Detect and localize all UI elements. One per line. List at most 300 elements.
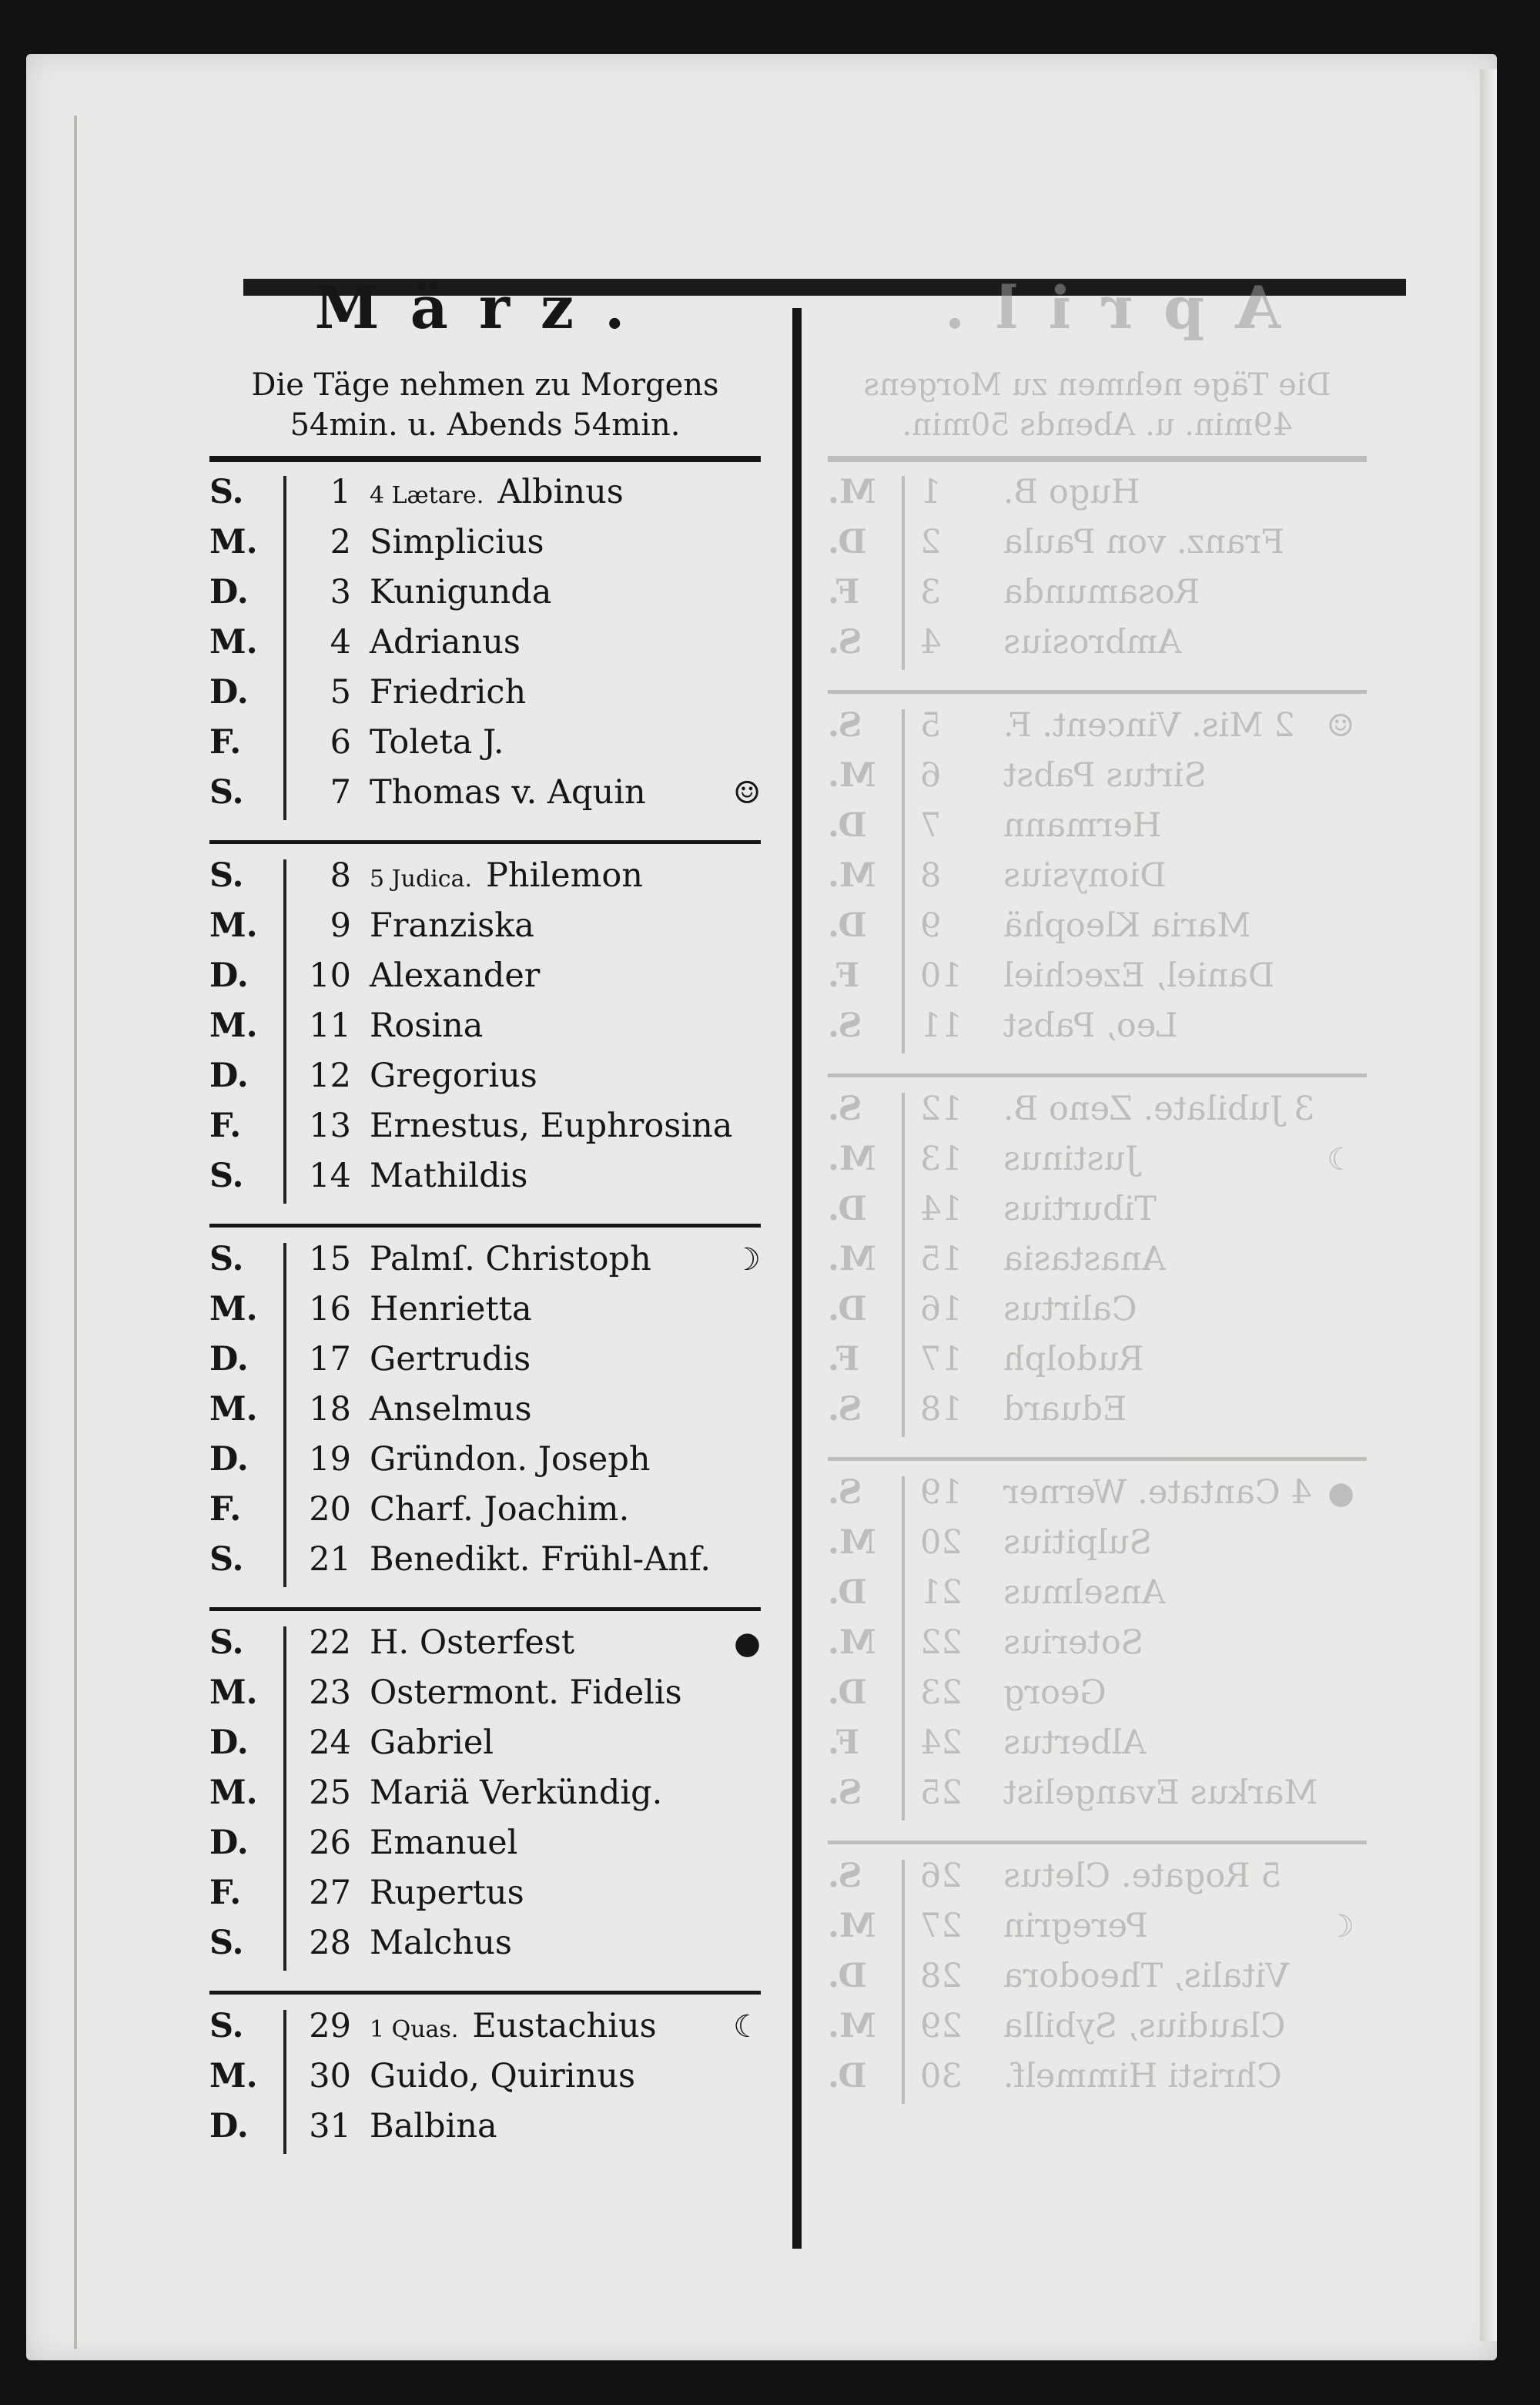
moon-phase-icon: ☺: [1327, 708, 1354, 744]
saint-name: [370, 1673, 761, 1712]
day-row: [828, 1723, 1367, 1774]
day-row: [209, 723, 761, 773]
column-rule: [902, 1093, 905, 1437]
day-number: 30: [309, 2057, 351, 2095]
saint-name: [988, 1623, 1367, 1662]
section-rule: [828, 456, 1367, 462]
day-row: [828, 1090, 1367, 1140]
saint-name: [370, 1874, 761, 1912]
week-separator: [828, 1074, 1367, 1077]
name-text: Rosina: [370, 1007, 484, 1045]
day-row: [209, 1924, 761, 1974]
weekday-abbrev: M.: [828, 1523, 876, 1562]
day-number: 6: [330, 723, 351, 762]
weekday-abbrev: M.: [209, 1007, 258, 1045]
section-rule: [209, 456, 761, 462]
saint-name: [988, 1523, 1367, 1562]
saint-name: [370, 1723, 761, 1762]
name-text: Dionysius: [1003, 856, 1167, 895]
day-number: 20: [920, 1523, 962, 1562]
day-number: 8: [920, 856, 942, 895]
day-row: [209, 1440, 761, 1490]
day-number: 5: [920, 706, 942, 745]
week-block: [209, 1623, 761, 1974]
weekday-abbrev: S.: [828, 1007, 862, 1045]
week-list: [209, 473, 761, 2157]
day-row: [828, 1007, 1367, 1057]
april-calendar-bleedthrough: [828, 270, 1367, 2107]
week-block: [828, 1090, 1367, 1440]
name-text: Anselmus: [1003, 1573, 1166, 1612]
day-row: [209, 1157, 761, 1207]
saint-name: [988, 1240, 1367, 1278]
name-text: Toleta J.: [370, 723, 504, 762]
weekday-abbrev: F.: [209, 1490, 242, 1529]
day-number: 26: [920, 1857, 962, 1895]
day-number: 8: [330, 856, 351, 895]
day-number: 19: [309, 1440, 351, 1479]
day-number: 16: [920, 1290, 962, 1328]
day-row: [209, 2057, 761, 2107]
week-block: [828, 706, 1367, 1057]
weekday-abbrev: S.: [828, 1390, 862, 1429]
name-text: Claudius, Sybilla: [1003, 2007, 1286, 2045]
saint-name: [988, 956, 1367, 995]
weekday-abbrev: D.: [828, 906, 867, 945]
day-number: 2: [330, 523, 351, 561]
day-row: [209, 1723, 761, 1774]
week-list-faded: [828, 473, 1367, 2107]
day-number: 15: [309, 1240, 351, 1278]
day-number: 18: [920, 1390, 962, 1429]
day-row: [209, 773, 761, 823]
day-row: [209, 2107, 761, 2157]
day-row: [209, 1290, 761, 1340]
saint-name: [370, 1057, 761, 1095]
sunday-label: 1 Quas.: [370, 2016, 459, 2043]
week-separator: [828, 1841, 1367, 1844]
day-row: [828, 1907, 1367, 1957]
month-title: März.: [314, 273, 656, 342]
saint-name: [370, 1157, 761, 1195]
weekday-abbrev: M.: [209, 2057, 258, 2095]
weekday-abbrev: M.: [828, 1240, 876, 1278]
name-text: Adrianus: [370, 623, 521, 662]
day-number: 11: [309, 1007, 351, 1045]
name-text: Franz. von Paula: [1003, 523, 1284, 561]
name-text: Thomas v. Aquin: [370, 773, 646, 812]
name-text: Christi Himmelf.: [1003, 2057, 1282, 2095]
name-text: Rupertus: [370, 1874, 524, 1912]
day-number: 23: [309, 1673, 351, 1712]
day-row: [828, 706, 1367, 756]
saint-name: [988, 1290, 1367, 1328]
saint-name: [988, 1957, 1367, 1995]
name-text: Leo, Pabst: [1003, 1007, 1178, 1045]
day-number: 7: [920, 806, 942, 845]
name-text: Tiburtius: [1003, 1190, 1157, 1228]
saint-name: [370, 1924, 761, 1962]
saint-name: [370, 1240, 721, 1278]
saint-name: [370, 1540, 761, 1579]
saint-name: [988, 1190, 1367, 1228]
day-row: [828, 1240, 1367, 1290]
day-number: 14: [920, 1190, 962, 1228]
saint-name: [370, 1623, 721, 1662]
weekday-abbrev: M.: [209, 523, 258, 561]
weekday-abbrev: D.: [209, 673, 249, 712]
day-number: 12: [920, 1090, 962, 1128]
sunday-label: 4 Lætare.: [370, 482, 484, 509]
column-rule: [283, 2010, 286, 2154]
name-text: Philemon: [486, 856, 643, 895]
week-block: [828, 1473, 1367, 1824]
week-block: [828, 473, 1367, 673]
day-row: [828, 1623, 1367, 1673]
day-row: [828, 2007, 1367, 2057]
weekday-abbrev: M.: [209, 1290, 258, 1328]
saint-name: [988, 1723, 1367, 1762]
name-text: Simplicius: [370, 523, 544, 561]
saint-name: [370, 1774, 761, 1812]
name-text: Mariä Verkündig.: [370, 1774, 663, 1812]
saint-name: [988, 523, 1367, 561]
week-separator: [828, 1457, 1367, 1461]
weekday-abbrev: D.: [828, 1673, 867, 1712]
day-number: 17: [920, 1340, 962, 1378]
weekday-abbrev: M.: [828, 756, 876, 795]
day-row: [828, 473, 1367, 523]
weekday-abbrev: M.: [828, 856, 876, 895]
name-text: Justinus: [1003, 1140, 1139, 1178]
moon-phase-icon: ☾: [733, 2009, 761, 2045]
day-row: [828, 2057, 1367, 2107]
column-rule: [283, 859, 286, 1204]
weekday-abbrev: D.: [828, 1957, 867, 1995]
weekday-abbrev: F.: [209, 1874, 242, 1912]
saint-name: [370, 773, 721, 812]
name-text: Hugo B.: [1003, 473, 1140, 511]
name-text: Rosamunda: [1003, 573, 1200, 611]
weekday-abbrev: S.: [828, 706, 862, 745]
day-row: [209, 573, 761, 623]
day-row: [828, 1523, 1367, 1573]
name-text: Gregorius: [370, 1057, 537, 1095]
day-row: [828, 1774, 1367, 1824]
saint-name: [370, 1440, 761, 1479]
weekday-abbrev: M.: [828, 473, 876, 511]
weekday-abbrev: M.: [209, 906, 258, 945]
day-row: [209, 956, 761, 1007]
name-text: Ernestus, Euphrosina: [370, 1107, 733, 1145]
name-text: 4 Cantate. Werner: [1003, 1473, 1312, 1512]
weekday-abbrev: M.: [209, 623, 258, 662]
name-text: Georg: [1003, 1673, 1106, 1712]
week-separator: [209, 1607, 761, 1611]
weekday-abbrev: D.: [209, 2107, 249, 2145]
day-row: [209, 1107, 761, 1157]
saint-name: [988, 1673, 1367, 1712]
name-text: Benedikt. Frühl-Anf.: [370, 1540, 711, 1579]
moon-phase-icon: ●: [1327, 1475, 1354, 1511]
day-row: [209, 623, 761, 673]
day-row: [209, 473, 761, 523]
weekday-abbrev: M.: [209, 1390, 258, 1429]
day-number: 31: [309, 2107, 351, 2145]
day-number: 29: [309, 2007, 351, 2045]
name-text: H. Osterfest: [370, 1623, 575, 1662]
name-text: Charf. Joachim.: [370, 1490, 630, 1529]
name-text: Soterius: [1003, 1623, 1144, 1662]
day-number: 29: [920, 2007, 962, 2045]
weekday-abbrev: D.: [209, 1723, 249, 1762]
weekday-abbrev: D.: [209, 1440, 249, 1479]
day-number: 23: [920, 1673, 962, 1712]
saint-name: [988, 1857, 1367, 1895]
saint-name: [988, 706, 1327, 745]
name-text: Anastasia: [1003, 1240, 1166, 1278]
name-text: Gründon. Joseph: [370, 1440, 651, 1479]
day-number: 5: [330, 673, 351, 712]
day-number: 14: [309, 1157, 351, 1195]
moon-phase-icon: ☽: [733, 1242, 761, 1278]
saint-name: [988, 473, 1367, 511]
page-edge: [1480, 69, 1497, 2341]
name-text: Anselmus: [370, 1390, 532, 1429]
day-number: 28: [309, 1924, 351, 1962]
day-number: 22: [920, 1623, 962, 1662]
name-text: Rudolph: [1003, 1340, 1144, 1378]
saint-name: [370, 956, 761, 995]
weekday-abbrev: S.: [828, 1857, 862, 1895]
weekday-abbrev: D.: [828, 1573, 867, 1612]
weekday-abbrev: M.: [828, 1140, 876, 1178]
day-number: 28: [920, 1957, 962, 1995]
saint-name: [988, 2057, 1367, 2095]
saint-name: [370, 2107, 761, 2145]
name-text: 3 Jubilate. Zeno B.: [1003, 1090, 1315, 1128]
weekday-abbrev: M.: [209, 1774, 258, 1812]
saint-name: [988, 856, 1367, 895]
day-number: 4: [330, 623, 351, 662]
day-row: [828, 1140, 1367, 1190]
weekday-abbrev: S.: [828, 1774, 862, 1812]
column-rule: [902, 1860, 905, 2104]
day-row: [828, 1573, 1367, 1623]
day-row: [209, 1874, 761, 1924]
weekday-abbrev: D.: [828, 523, 867, 561]
saint-name: [370, 906, 761, 945]
day-row: [828, 573, 1367, 623]
march-calendar: [209, 270, 761, 2157]
weekday-abbrev: D.: [828, 1290, 867, 1328]
name-text: 5 Rogate. Cletus: [1003, 1857, 1282, 1895]
saint-name: [988, 1090, 1367, 1128]
name-text: Calirtus: [1003, 1290, 1137, 1328]
weekday-abbrev: S.: [209, 856, 244, 895]
day-number: 30: [920, 2057, 962, 2095]
day-number: 21: [309, 1540, 351, 1579]
day-number: 1: [920, 473, 942, 511]
saint-name: [370, 2057, 761, 2095]
day-number: 27: [920, 1907, 962, 1945]
name-text: Daniel, Ezechiel: [1003, 956, 1275, 995]
day-number: 27: [309, 1874, 351, 1912]
saint-name: [370, 473, 761, 511]
day-number: 25: [309, 1774, 351, 1812]
week-block: [209, 856, 761, 1207]
day-row: [209, 1673, 761, 1723]
name-text: Balbina: [370, 2107, 497, 2145]
day-number: 12: [309, 1057, 351, 1095]
weekday-abbrev: S.: [828, 1473, 862, 1512]
day-row: [209, 673, 761, 723]
name-text: Gabriel: [370, 1723, 494, 1762]
weekday-abbrev: D.: [209, 1824, 249, 1862]
weekday-abbrev: F.: [209, 723, 242, 762]
day-row: [209, 1824, 761, 1874]
week-block: [209, 1240, 761, 1590]
column-rule: [902, 476, 905, 670]
name-text: Guido, Quirinus: [370, 2057, 636, 2095]
saint-name: [370, 573, 761, 611]
saint-name: [370, 1107, 761, 1145]
weekday-abbrev: F.: [828, 1340, 860, 1378]
day-row: [828, 1390, 1367, 1440]
saint-name: [370, 1340, 761, 1378]
name-text: Markus Evangelist: [1003, 1774, 1318, 1812]
name-text: Palmſ. Christoph: [370, 1240, 651, 1278]
day-row: [828, 1957, 1367, 2007]
name-text: Kunigunda: [370, 573, 552, 611]
name-text: Malchus: [370, 1924, 512, 1962]
name-text: Franziska: [370, 906, 534, 945]
name-text: Peregrin: [1003, 1907, 1148, 1945]
saint-name: [370, 1490, 761, 1529]
column-rule: [283, 1626, 286, 1971]
day-row: [828, 1190, 1367, 1240]
name-text: Ambrosius: [1003, 623, 1182, 662]
saint-name: [370, 723, 761, 762]
weekday-abbrev: D.: [209, 1340, 249, 1378]
weekday-abbrev: F.: [209, 1107, 242, 1145]
saint-name: [988, 756, 1367, 795]
week-separator: [209, 840, 761, 844]
day-row: [828, 806, 1367, 856]
weekday-abbrev: D.: [209, 573, 249, 611]
name-text: Alexander: [370, 956, 541, 995]
day-number: 7: [330, 773, 351, 812]
weekday-abbrev: F.: [828, 1723, 860, 1762]
day-number: 15: [920, 1240, 962, 1278]
week-separator: [828, 690, 1367, 694]
saint-name: [370, 1824, 761, 1862]
saint-name: [988, 1390, 1367, 1429]
saint-name: [988, 2007, 1367, 2045]
week-block: [209, 2007, 761, 2157]
day-number: 18: [309, 1390, 351, 1429]
day-row: [209, 856, 761, 906]
saint-name: [370, 673, 761, 712]
day-number: 26: [309, 1824, 351, 1862]
day-row: [828, 523, 1367, 573]
saint-name: [988, 1340, 1367, 1378]
day-row: [828, 856, 1367, 906]
day-row: [828, 1473, 1367, 1523]
day-row: [209, 1057, 761, 1107]
day-row: [209, 1490, 761, 1540]
name-text: Hermann: [1003, 806, 1162, 845]
day-number: 20: [309, 1490, 351, 1529]
name-text: Ostermont. Fidelis: [370, 1673, 682, 1712]
name-text: Eustachius: [472, 2007, 657, 2045]
weekday-abbrev: M.: [828, 2007, 876, 2045]
day-row: [209, 1774, 761, 1824]
day-number: 13: [309, 1107, 351, 1145]
daylight-note: [209, 365, 761, 445]
name-text: Albertus: [1003, 1723, 1147, 1762]
day-row: [828, 756, 1367, 806]
weekday-abbrev: S.: [209, 773, 244, 812]
daylight-note-line-2: 54min. u. Abends 54min.: [290, 407, 681, 443]
weekday-abbrev: S.: [828, 1090, 862, 1128]
day-number: 19: [920, 1473, 962, 1512]
week-block: [209, 473, 761, 823]
day-row: [209, 1340, 761, 1390]
weekday-abbrev: D.: [209, 956, 249, 995]
daylight-note-line-2: 49min. u. Abends 50min.: [902, 407, 1293, 443]
weekday-abbrev: S.: [828, 623, 862, 662]
saint-name: [370, 1390, 761, 1429]
weekday-abbrev: S.: [209, 1240, 244, 1278]
saint-name: [988, 1907, 1327, 1945]
saint-name: [370, 523, 761, 561]
weekday-abbrev: S.: [209, 1157, 244, 1195]
day-number: 17: [309, 1340, 351, 1378]
weekday-abbrev: F.: [828, 956, 860, 995]
weekday-abbrev: D.: [828, 1190, 867, 1228]
center-divider: [792, 308, 802, 2249]
moon-phase-icon: ☺: [733, 775, 761, 811]
week-block: [828, 1857, 1367, 2107]
saint-name: [988, 573, 1367, 611]
day-row: [828, 623, 1367, 673]
name-text: Gertrudis: [370, 1340, 531, 1378]
weekday-abbrev: S.: [209, 1924, 244, 1962]
day-number: 25: [920, 1774, 962, 1812]
day-number: 16: [309, 1290, 351, 1328]
saint-name: [988, 1007, 1367, 1045]
week-separator: [209, 1224, 761, 1228]
saint-name: [370, 856, 761, 895]
day-number: 22: [309, 1623, 351, 1662]
day-number: 10: [309, 956, 351, 995]
name-text: Eduard: [1003, 1390, 1127, 1429]
saint-name: [988, 806, 1367, 845]
day-row: [209, 1007, 761, 1057]
name-text: Albinus: [497, 473, 624, 511]
name-text: Friedrich: [370, 673, 527, 712]
column-rule: [283, 476, 286, 820]
day-row: [828, 906, 1367, 956]
day-number: 24: [920, 1723, 962, 1762]
day-number: 3: [920, 573, 942, 611]
daylight-note-line-1: Die Täge nehmen zu Morgens: [863, 367, 1331, 403]
day-number: 10: [920, 956, 962, 995]
day-row: [828, 1340, 1367, 1390]
saint-name: [370, 1007, 761, 1045]
week-separator: [209, 1991, 761, 1995]
